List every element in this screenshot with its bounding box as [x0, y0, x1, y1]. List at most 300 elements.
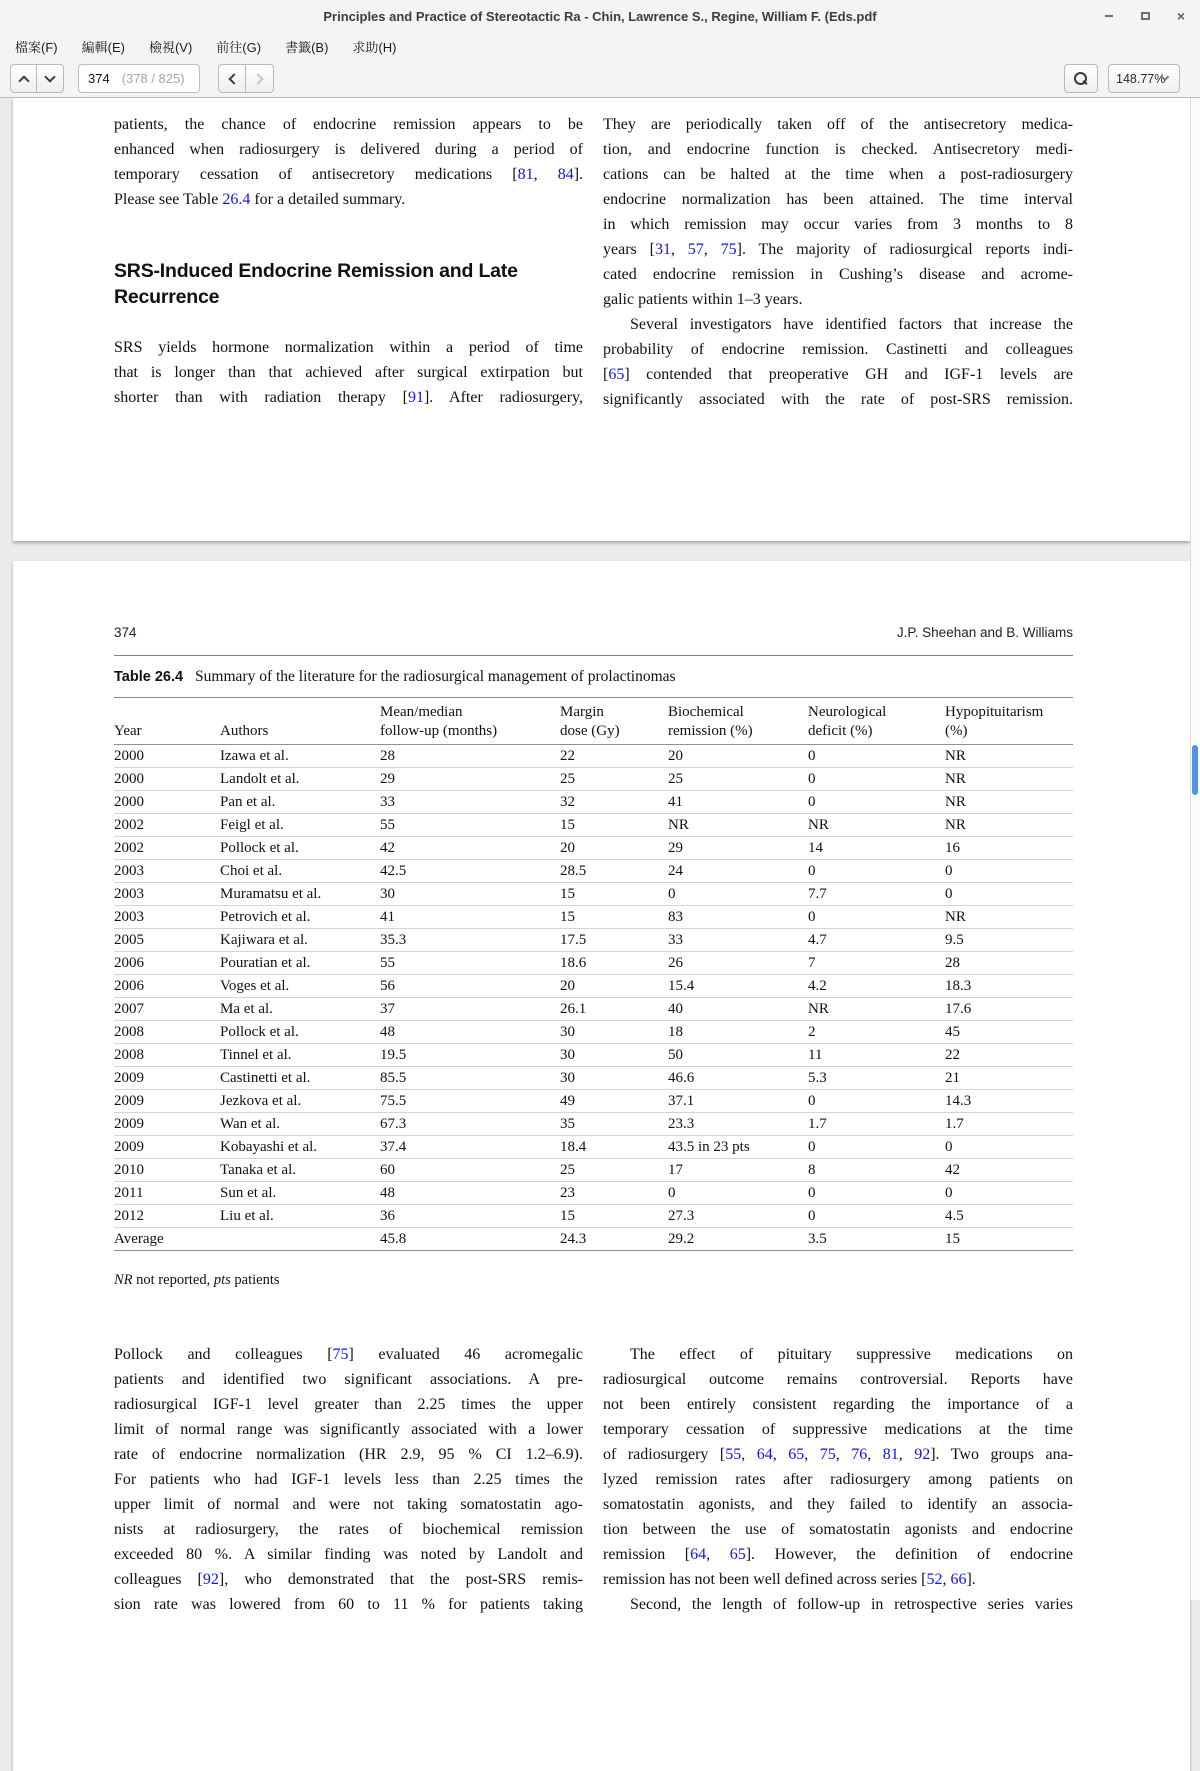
table-cell: Pouratian et al. — [220, 952, 380, 975]
table-cell: Choi et al. — [220, 860, 380, 883]
table-cell: 60 — [380, 1159, 560, 1182]
table-cell: 18.6 — [560, 952, 668, 975]
table-cell: 7 — [808, 952, 945, 975]
table-cell: 18.3 — [945, 975, 1073, 998]
table-cell: 46.6 — [668, 1067, 808, 1090]
page2-right-column — [603, 1342, 1073, 1617]
table-cell: 2000 — [114, 748, 144, 764]
table-cell: Jezkova et al. — [220, 1090, 380, 1113]
table-cell: 2003 — [114, 860, 220, 883]
table-cell: NR — [945, 768, 1073, 791]
table-cell: Muramatsu et al. — [220, 883, 380, 906]
table-row — [114, 1159, 1073, 1182]
paragraph — [603, 312, 1073, 412]
table-cell: 37.4 — [380, 1136, 560, 1159]
text-line: radiosurgical IGF-1 level greater than 2.25 times the upper — [114, 1396, 583, 1413]
paragraph — [603, 1342, 1073, 1617]
text-line: probability of endocrine remission. Castinetti and colleagues — [603, 341, 1073, 358]
maximize-button[interactable] — [1138, 9, 1152, 23]
table-cell: 21 — [945, 1067, 1073, 1090]
reference-link[interactable]: 84 — [557, 166, 574, 183]
table-row — [114, 998, 1073, 1021]
reference-link[interactable]: 66 — [950, 1571, 967, 1588]
text-line: nists at radiosurgery, the rates of biochemical remission — [114, 1521, 583, 1538]
table-cell: 25 — [668, 768, 808, 791]
table-cell: 0 — [808, 1090, 945, 1113]
table-cell: 85.5 — [380, 1067, 560, 1090]
table-cell: 4.5 — [945, 1205, 1073, 1228]
table-cell: 75.5 — [380, 1090, 560, 1113]
table-cell: NR — [808, 814, 945, 837]
table-cell: 2010 — [114, 1159, 220, 1182]
text-line: not been entirely consistent regarding the importance of a — [603, 1396, 1073, 1413]
table-cell: 17.6 — [945, 998, 1073, 1021]
table-cell: 7.7 — [808, 883, 945, 906]
table-cell: 2002 — [114, 837, 220, 860]
menubar — [0, 32, 1200, 60]
table-cell: NR — [945, 906, 1073, 929]
table-cell: 15 — [560, 883, 668, 906]
table-cell: 0 — [945, 1136, 1073, 1159]
menu-bookmarks[interactable]: 書籤(B) — [285, 39, 329, 55]
reference-link[interactable]: 65 — [788, 1446, 805, 1463]
table-cell: 29 — [380, 768, 560, 791]
table-row — [114, 837, 1073, 860]
reference-link[interactable]: 75 — [720, 241, 737, 258]
section-heading: SRS-Induced Endocrine Remission and Late Recurrence — [114, 260, 518, 308]
table-cell: 43.5 in 23 pts — [668, 1136, 808, 1159]
table-cell: 2008 — [114, 1021, 220, 1044]
table-cell: 25 — [560, 1159, 668, 1182]
window-controls — [1102, 0, 1188, 32]
text-line: SRS yields hormone normalization within a period of time — [114, 339, 583, 356]
table-cell: 28 — [380, 748, 395, 764]
table-cell: NR — [945, 748, 966, 764]
table-cell: Ma et al. — [220, 998, 380, 1021]
toolbar — [0, 60, 1200, 98]
window-title: Principles and Practice of Stereotactic Ra - Chin, Lawrence S., Regine, William F. (Eds.pdf — [323, 8, 877, 24]
table-cell: 1.7 — [808, 1113, 945, 1136]
table-cell: 0 — [945, 883, 1073, 906]
table-cell: 36 — [380, 1205, 560, 1228]
table-cell: Kobayashi et al. — [220, 1136, 380, 1159]
text-line: remission has not been well defined across series [52, 66]. — [603, 1571, 976, 1588]
table-header-row — [114, 698, 1073, 745]
reference-link[interactable]: 64 — [690, 1546, 707, 1563]
paragraph — [603, 112, 1073, 312]
table-row — [114, 791, 1073, 814]
table-row — [114, 1067, 1073, 1090]
menu-file[interactable]: 檔案(F) — [15, 39, 58, 55]
table-cell: Average — [114, 1228, 220, 1251]
table-cell: 2009 — [114, 1090, 220, 1113]
text-line: colleagues [92], who demonstrated that the post-SRS remis- — [114, 1571, 583, 1588]
chevron-up-icon — [18, 75, 29, 86]
table-cell: 42 — [380, 837, 560, 860]
table-cell: 2009 — [114, 1113, 220, 1136]
table-cell: 17.5 — [560, 929, 668, 952]
previous-page-button[interactable] — [10, 64, 37, 93]
table-cell: 2002 — [114, 814, 220, 837]
text-line: patients and identified two significant associations. A pre- — [114, 1371, 583, 1388]
text-line: Please see Table 26.4 for a detailed summary. — [114, 191, 406, 208]
table-cell: 0 — [668, 1182, 808, 1205]
table-cell: Tinnel et al. — [220, 1044, 380, 1067]
column-header: Year — [114, 698, 220, 745]
text-line: Second, the length of follow-up in retrospective series varies — [630, 1596, 1073, 1613]
table-cell: 29 — [668, 837, 808, 860]
table-row — [114, 975, 1073, 998]
table-cell — [220, 1228, 380, 1251]
table-row — [114, 1205, 1073, 1228]
page1-left-column — [114, 112, 583, 410]
chevron-down-icon — [44, 71, 55, 82]
reference-link[interactable]: 75 — [819, 1446, 836, 1463]
table-cell: 0 — [808, 1182, 945, 1205]
table-cell: 23.3 — [668, 1113, 808, 1136]
table-cell: 32 — [560, 791, 668, 814]
table-row — [114, 1113, 1073, 1136]
table-cell: 2008 — [114, 1044, 220, 1067]
table-cell: 41 — [668, 791, 808, 814]
table-cell: 27.3 — [668, 1205, 808, 1228]
table-cell: Pan et al. — [220, 791, 380, 814]
table-cell: Kajiwara et al. — [220, 929, 380, 952]
table-cell: Tanaka et al. — [220, 1159, 380, 1182]
text-line: somatostatin agonists, and they failed to identify an associa- — [603, 1496, 1073, 1513]
reference-link[interactable]: 65 — [608, 366, 625, 383]
table-cell: 4.7 — [808, 929, 945, 952]
table-row — [114, 1044, 1073, 1067]
table-caption-label: Table 26.4 — [114, 669, 184, 685]
header-rule — [114, 655, 1073, 656]
table-cell: 18 — [668, 1021, 808, 1044]
text-line: galic patients within 1–3 years. — [603, 291, 803, 308]
table-cell: 37 — [380, 998, 560, 1021]
column-header: Margin dose (Gy) — [560, 698, 668, 745]
table-cell: 67.3 — [380, 1113, 560, 1136]
text-line: Several investigators have identified factors that increase the — [630, 316, 1073, 333]
table-cell: 55 — [380, 814, 560, 837]
reference-link[interactable]: 26.4 — [222, 191, 251, 208]
reference-link[interactable]: 81 — [517, 166, 534, 183]
table-cell: 25 — [560, 768, 668, 791]
table-row — [114, 1228, 1073, 1251]
table-cell: 8 — [808, 1159, 945, 1182]
table-cell: 49 — [560, 1090, 668, 1113]
table-cell: 41 — [380, 906, 560, 929]
table-cell: 0 — [808, 1136, 945, 1159]
table-cell: 50 — [668, 1044, 808, 1067]
table-cell: 15 — [945, 1228, 1073, 1251]
table-cell: 37.1 — [668, 1090, 808, 1113]
table-cell: 2012 — [114, 1205, 220, 1228]
paragraph — [114, 335, 583, 410]
table-cell: 2003 — [114, 883, 220, 906]
text-line: For patients who had IGF-1 levels less than 2.25 times the — [114, 1471, 583, 1488]
column-header: Biochemical remission (%) — [668, 698, 808, 745]
table-cell: 11 — [808, 1044, 945, 1067]
table-cell: 2000 — [114, 768, 220, 791]
table-cell: 16 — [945, 837, 1073, 860]
table-cell: 2009 — [114, 1136, 220, 1159]
table-cell: 2006 — [114, 952, 220, 975]
table-cell: 19.5 — [380, 1044, 560, 1067]
next-page-button[interactable] — [37, 64, 64, 93]
table-cell: 18.4 — [560, 1136, 668, 1159]
table-cell: 2009 — [114, 1067, 220, 1090]
table-cell: 30 — [380, 883, 560, 906]
table-cell: Sun et al. — [220, 1182, 380, 1205]
table-cell: 24 — [668, 860, 808, 883]
text-line: lyzed remission rates after radiosurgery among patients on — [603, 1471, 1073, 1488]
table-cell: 35 — [560, 1113, 668, 1136]
table-cell: 45 — [945, 1021, 1073, 1044]
zoom-select[interactable] — [1108, 64, 1180, 93]
text-line: exceeded 80 %. A similar finding was noted by Landolt and — [114, 1546, 583, 1563]
text-line: temporary cessation of suppressive medications at the time — [603, 1421, 1073, 1438]
table-cell: 14 — [808, 837, 945, 860]
table-cell: 0 — [808, 791, 945, 814]
table-cell: 30 — [560, 1021, 668, 1044]
table-cell: 23 — [560, 1182, 668, 1205]
table-cell: 28.5 — [560, 860, 668, 883]
table-cell: 15 — [560, 814, 668, 837]
text-line: The effect of pituitary suppressive medications on — [630, 1346, 1073, 1363]
table-cell: 29.2 — [668, 1228, 808, 1251]
table-row — [114, 1182, 1073, 1205]
text-line: in which remission may occur varies from 3 months to 8 — [603, 216, 1073, 233]
chevron-left-icon — [228, 73, 239, 84]
titlebar — [0, 0, 1200, 32]
table-cell: 2011 — [114, 1182, 220, 1205]
table-cell: Pollock et al. — [220, 837, 380, 860]
table-cell: 83 — [668, 906, 808, 929]
paragraph — [114, 1342, 583, 1617]
table-cell: 28 — [945, 952, 1073, 975]
table-cell: 42 — [945, 1159, 1073, 1182]
table-cell: NR — [668, 814, 808, 837]
table-cell: 2003 — [114, 906, 220, 929]
table-cell: Landolt et al. — [220, 768, 380, 791]
table-cell: 48 — [380, 1182, 560, 1205]
reference-link[interactable]: 55 — [725, 1446, 742, 1463]
current-page: 374 — [88, 71, 110, 86]
pdf-page-374 — [13, 561, 1190, 1771]
text-line: that is longer than that achieved after surgical extirpation but — [114, 364, 583, 381]
zoom-value: 148.77% — [1116, 71, 1166, 86]
table-cell: Liu et al. — [220, 1205, 380, 1228]
table-cell: Wan et al. — [220, 1113, 380, 1136]
table-cell: 26.1 — [560, 998, 668, 1021]
reference-link[interactable]: 75 — [332, 1346, 349, 1363]
menu-help[interactable]: 求助(H) — [352, 39, 397, 55]
table-cell: 22 — [945, 1044, 1073, 1067]
close-icon: × — [1176, 8, 1186, 24]
text-line: radiosurgical outcome remains controversial. Reports have — [603, 1371, 1073, 1388]
table-cell: 2005 — [114, 929, 220, 952]
table-row — [114, 952, 1073, 975]
page-number-label: 374 — [114, 625, 137, 640]
table-cell: 20 — [560, 837, 668, 860]
table-cell: 55 — [380, 952, 560, 975]
text-line: tion between the use of somatostatin agonists and endocrine — [603, 1521, 1073, 1538]
chevron-right-icon — [252, 73, 263, 84]
table-cell: 15 — [560, 1205, 668, 1228]
table-cell: 22 — [560, 748, 575, 764]
text-line: limit of normal range was significantly associated with a lower — [114, 1421, 583, 1438]
table-cell: 4.2 — [808, 975, 945, 998]
column-header: Authors — [220, 698, 380, 745]
page-number-input[interactable] — [78, 64, 200, 93]
page-total: (378 / 825) — [121, 71, 185, 86]
history-back-button[interactable] — [218, 64, 246, 93]
table-cell: 30 — [560, 1044, 668, 1067]
table-row — [114, 814, 1073, 837]
table-cell: 35.3 — [380, 929, 560, 952]
table-cell: NR — [808, 998, 945, 1021]
table-cell: Petrovich et al. — [220, 906, 380, 929]
text-line: sion rate was lowered from 60 to 11 % for patients taking — [114, 1596, 583, 1613]
table-cell: 48 — [380, 1021, 560, 1044]
menu-go[interactable]: 前往(G) — [216, 39, 262, 55]
table-row — [114, 768, 1073, 791]
table-footnote: NR not reported, pts patients — [114, 1272, 280, 1288]
column-header: Hypopituitarism (%) — [945, 698, 1073, 745]
text-line: significantly associated with the rate of post-SRS remission. — [603, 391, 1073, 408]
running-header — [114, 625, 1073, 640]
table-cell: 0 — [808, 1205, 945, 1228]
text-line: temporary cessation of antisecretory medications [81, 84]. — [114, 166, 584, 183]
table-cell: 33 — [668, 929, 808, 952]
reference-link[interactable]: 92 — [202, 1571, 219, 1588]
search-button[interactable] — [1064, 64, 1098, 93]
table-cell: 0 — [808, 860, 945, 883]
table-cell: 45.8 — [380, 1228, 560, 1251]
table-cell: Voges et al. — [220, 975, 380, 998]
text-line: shorter than with radiation therapy [91]. After radiosurgery, — [114, 389, 584, 406]
table-cell: 0 — [808, 748, 816, 764]
reference-link[interactable]: 76 — [851, 1446, 868, 1463]
text-line: rate of endocrine normalization (HR 2.9, 95 % CI 1.2–6.9). — [114, 1446, 583, 1463]
table-cell: 1.7 — [945, 1113, 1073, 1136]
table-cell: 3.5 — [808, 1228, 945, 1251]
reference-link[interactable]: 52 — [926, 1571, 943, 1588]
table-cell: 33 — [380, 791, 560, 814]
page2-left-column — [114, 1342, 583, 1617]
text-line: [65] contended that preoperative GH and IGF-1 levels are — [603, 366, 1073, 383]
table-row — [114, 1021, 1073, 1044]
document-area — [0, 98, 1200, 1613]
vertical-scrollbar[interactable] — [1190, 98, 1200, 1600]
table-cell: 20 — [560, 975, 668, 998]
table-cell: 0 — [945, 860, 1073, 883]
scrollbar-thumb[interactable] — [1192, 745, 1198, 795]
table-cell: NR — [945, 814, 1073, 837]
table-cell: 24.3 — [560, 1228, 668, 1251]
text-line: patients, the chance of endocrine remission appears to be — [114, 116, 583, 133]
table-cell: 0 — [808, 906, 945, 929]
text-line: enhanced when radiosurgery is delivered during a period of — [114, 141, 583, 158]
table-cell: 26 — [668, 952, 808, 975]
table-cell: Feigl et al. — [220, 814, 380, 837]
page1-right-column — [603, 112, 1073, 412]
table-cell: 2000 — [114, 791, 220, 814]
table-cell: 0 — [945, 1182, 1073, 1205]
search-icon — [1074, 72, 1088, 86]
table-cell: 0 — [668, 883, 808, 906]
column-header: Neurological deficit (%) — [808, 698, 945, 745]
table-row — [114, 883, 1073, 906]
table-cell: Izawa et al. — [220, 748, 289, 764]
table-cell: 30 — [560, 1067, 668, 1090]
table-row — [114, 906, 1073, 929]
maximize-icon — [1141, 12, 1150, 20]
paragraph — [114, 112, 583, 212]
table-cell: 2 — [808, 1021, 945, 1044]
menu-edit[interactable]: 編輯(E) — [81, 39, 125, 55]
table-cell: 40 — [668, 998, 808, 1021]
minimize-icon — [1105, 15, 1113, 17]
table-cell: 2007 — [114, 998, 220, 1021]
italic-term: pts — [213, 1272, 231, 1288]
table-cell: 5.3 — [808, 1067, 945, 1090]
history-forward-button[interactable] — [246, 64, 274, 93]
menu-view[interactable]: 檢視(V) — [148, 39, 193, 55]
minimize-button[interactable] — [1102, 9, 1116, 23]
italic-term: NR — [114, 1272, 133, 1288]
table-cell: 20 — [668, 748, 683, 764]
text-line: tion, and endocrine function is checked. Antisecretory medi- — [603, 141, 1073, 158]
text-line: years [31, 57, 75]. The majority of radiosurgical reports indi- — [603, 241, 1074, 258]
table-cell: 14.3 — [945, 1090, 1073, 1113]
table-cell: Pollock et al. — [220, 1021, 380, 1044]
reference-link[interactable]: 65 — [729, 1546, 746, 1563]
reference-link[interactable]: 91 — [407, 389, 424, 406]
text-line: They are periodically taken off of the antisecretory medica- — [603, 116, 1073, 133]
literature-table — [114, 697, 1073, 1251]
table-cell: NR — [945, 791, 1073, 814]
table-cell: 2006 — [114, 975, 220, 998]
table-row — [114, 1090, 1073, 1113]
column-header: Mean/median follow-up (months) — [380, 698, 560, 745]
reference-link[interactable]: 92 — [914, 1446, 931, 1463]
running-head: J.P. Sheehan and B. Williams — [896, 625, 1073, 640]
reference-link[interactable]: 31 — [654, 241, 671, 258]
table-row — [114, 860, 1073, 883]
text-line: cations can be halted at the time when a post-radiosurgery — [603, 166, 1073, 183]
reference-link[interactable]: 64 — [756, 1446, 773, 1463]
table-cell: 42.5 — [380, 860, 560, 883]
table-row — [114, 929, 1073, 952]
table-caption-text: Summary of the literature for the radiosurgical management of prolactinomas — [195, 668, 676, 685]
table-row — [114, 745, 1073, 768]
table-cell: 17 — [668, 1159, 808, 1182]
table-cell: 0 — [808, 768, 945, 791]
close-button[interactable] — [1174, 9, 1188, 23]
table-cell: 56 — [380, 975, 560, 998]
pdf-page-previous — [13, 98, 1190, 541]
table-cell: Castinetti et al. — [220, 1067, 380, 1090]
text-line: upper limit of normal and were not taking somatostatin ago- — [114, 1496, 583, 1513]
text-line: Pollock and colleagues [75] evaluated 46 acromegalic — [114, 1346, 584, 1363]
reference-link[interactable]: 57 — [687, 241, 704, 258]
reference-link[interactable]: 81 — [882, 1446, 899, 1463]
table-cell: 15.4 — [668, 975, 808, 998]
text-line: endocrine normalization has been attained. The time interval — [603, 191, 1073, 208]
text-line: of radiosurgery [55, 64, 65, 75, 76, 81, 92]. Two groups ana- — [603, 1446, 1074, 1463]
table-caption — [114, 668, 1073, 686]
